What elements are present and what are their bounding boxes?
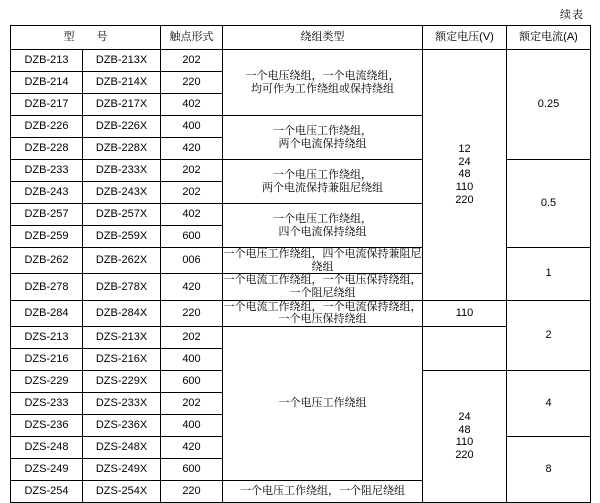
cell-model-primary: DZS-254	[11, 480, 83, 502]
column-header-voltage: 额定电压(V)	[423, 26, 507, 50]
cell-model-secondary: DZB-233X	[83, 160, 161, 182]
cell-model-secondary: DZS-249X	[83, 458, 161, 480]
cell-rated-voltage	[423, 326, 507, 370]
cell-winding-type: 一个电压工作绕组， 四个电流保持绕组	[223, 204, 423, 248]
cell-model-primary: DZB-217	[11, 94, 83, 116]
cell-winding-type: 一个电压工作绕组，四个电流保持兼阻尼绕组	[223, 248, 422, 273]
cell-winding-type: 一个电压绕组，一个电流绕组， 均可作为工作绕组或保持绕组	[223, 50, 423, 116]
cell-model-primary: DZS-229	[11, 370, 83, 392]
cell-model-primary: DZB-228	[11, 138, 83, 160]
cell-model-secondary: DZB-228X	[83, 138, 161, 160]
cell-model-secondary: DZS-236X	[83, 414, 161, 436]
cell-winding-type: 一个电压工作绕组	[223, 326, 423, 480]
table-header	[11, 26, 591, 50]
cell-contact-form: 220	[161, 300, 223, 326]
cell-contact-form: 600	[161, 226, 223, 248]
cell-model-secondary: DZS-248X	[83, 436, 161, 458]
specification-table	[10, 25, 591, 503]
cell-winding-type: 一个电压工作绕组， 两个电流保持绕组	[223, 116, 423, 160]
cell-model-primary: DZS-249	[11, 458, 83, 480]
cell-contact-form: 202	[161, 326, 223, 348]
cell-model-primary: DZS-213	[11, 326, 83, 348]
cell-model-primary: DZB-278	[11, 274, 83, 300]
cell-rated-voltage: 12 24 48 110 220	[423, 50, 507, 301]
cell-winding-type: 一个电流工作绕组，一个电压保持绕组，一个阻尼绕组	[223, 274, 422, 299]
cell-rated-current: 2	[507, 300, 591, 370]
cell-model-primary: DZS-233	[11, 392, 83, 414]
cell-model-secondary: DZB-284X	[83, 300, 161, 326]
cell-contact-form: 420	[161, 274, 223, 300]
cell-rated-current: 8	[507, 436, 591, 502]
cell-rated-current: 4	[507, 370, 591, 436]
cell-contact-form: 402	[161, 204, 223, 226]
cell-model-secondary: DZB-257X	[83, 204, 161, 226]
cell-rated-voltage: 110	[423, 300, 507, 326]
column-header-current: 额定电流(A)	[507, 26, 591, 50]
table-row	[11, 50, 591, 72]
cell-model-primary: DZB-214	[11, 72, 83, 94]
cell-contact-form: 220	[161, 480, 223, 502]
cell-model-secondary: DZS-229X	[83, 370, 161, 392]
cell-winding-type: 一个电压工作绕组， 两个电流保持兼阻尼绕组	[223, 160, 423, 204]
continued-table-label	[10, 6, 590, 22]
cell-model-primary: DZB-262	[11, 248, 83, 274]
cell-contact-form: 420	[161, 138, 223, 160]
cell-contact-form: 600	[161, 458, 223, 480]
cell-contact-form: 400	[161, 116, 223, 138]
table-header-row	[11, 26, 591, 50]
cell-model-secondary: DZS-233X	[83, 392, 161, 414]
cell-contact-form: 400	[161, 414, 223, 436]
cell-contact-form: 202	[161, 160, 223, 182]
cell-model-primary: DZB-243	[11, 182, 83, 204]
column-header-contact: 触点形式	[161, 26, 223, 50]
cell-model-secondary: DZB-259X	[83, 226, 161, 248]
cell-contact-form: 202	[161, 392, 223, 414]
cell-model-primary: DZS-236	[11, 414, 83, 436]
cell-model-secondary: DZS-254X	[83, 480, 161, 502]
cell-model-secondary: DZB-226X	[83, 116, 161, 138]
cell-contact-form: 202	[161, 50, 223, 72]
cell-contact-form: 006	[161, 248, 223, 274]
cell-model-primary: DZB-259	[11, 226, 83, 248]
cell-winding-type: 一个电流工作绕组，一个电流保持绕组，一个电压保持绕组	[223, 300, 422, 326]
cell-contact-form: 220	[161, 72, 223, 94]
cell-contact-form: 400	[161, 348, 223, 370]
table-body	[11, 50, 591, 503]
cell-model-primary: DZB-284	[11, 300, 83, 326]
cell-rated-current: 1	[507, 248, 591, 301]
cell-model-secondary: DZB-214X	[83, 72, 161, 94]
table-row	[11, 326, 591, 348]
column-header-winding: 绕组类型	[223, 26, 423, 50]
cell-model-secondary: DZB-278X	[83, 274, 161, 300]
cell-rated-current: 0.25	[507, 50, 591, 160]
cell-contact-form: 600	[161, 370, 223, 392]
cell-model-primary: DZB-213	[11, 50, 83, 72]
column-header-model: 型 号	[11, 26, 161, 50]
cell-contact-form: 402	[161, 94, 223, 116]
cell-rated-voltage: 24 48 110 220	[423, 370, 507, 502]
cell-rated-current: 0.5	[507, 160, 591, 248]
cell-winding-type: 一个电压工作绕组，一个阻尼绕组	[223, 480, 423, 502]
cell-contact-form: 202	[161, 182, 223, 204]
cell-model-primary: DZS-248	[11, 436, 83, 458]
cell-model-primary: DZB-226	[11, 116, 83, 138]
cell-model-secondary: DZB-243X	[83, 182, 161, 204]
cell-model-secondary: DZB-262X	[83, 248, 161, 274]
cell-model-secondary: DZB-213X	[83, 50, 161, 72]
cell-model-primary: DZB-257	[11, 204, 83, 226]
cell-model-secondary: DZB-217X	[83, 94, 161, 116]
cell-model-secondary: DZS-216X	[83, 348, 161, 370]
cell-model-primary: DZS-216	[11, 348, 83, 370]
cell-model-secondary: DZS-213X	[83, 326, 161, 348]
table-row	[11, 300, 591, 326]
cell-model-primary: DZB-233	[11, 160, 83, 182]
continued-label-text: 续表	[560, 9, 584, 21]
cell-contact-form: 420	[161, 436, 223, 458]
